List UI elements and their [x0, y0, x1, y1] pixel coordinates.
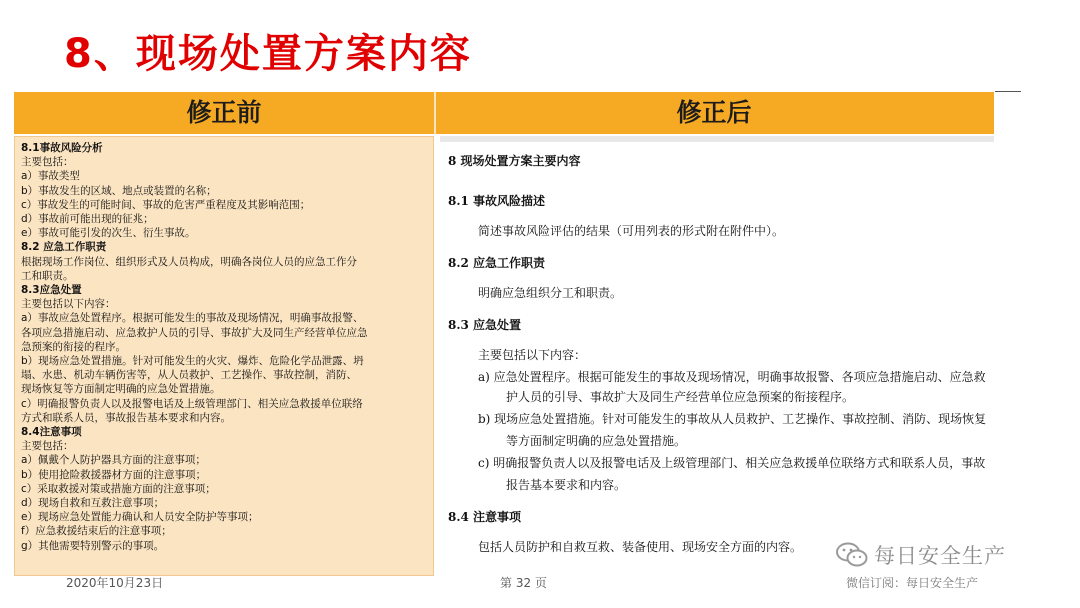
before-section-title: 8.4注意事项 [21, 426, 82, 439]
after-section-8-2-title: 8.2 应急工作职责 [448, 256, 546, 270]
before-text-line: a）事故类型 [21, 170, 80, 183]
after-item-a-line2: 护人员的引导、事故扩大及同生产经营单位应急预案的衔接程序。 [506, 390, 855, 404]
before-content-panel [14, 136, 434, 576]
before-text-line: g）其他需要特别警示的事项。 [21, 539, 165, 552]
before-text-line: 主要包括： [21, 440, 74, 453]
before-section-title: 8.3应急处置 [21, 284, 82, 297]
before-text-line: d）事故前可能出现的征兆； [21, 213, 154, 226]
footer-date: 2020年10月23日 [66, 576, 164, 590]
before-text-line: 主要包括： [21, 156, 74, 169]
after-item-c-line1: c) 明确报警负责人以及报警电话及上级管理部门、相关应急救援单位联络方式和联系人员，事故 [478, 456, 986, 470]
before-text-line: f）应急救援结束后的注意事项； [21, 525, 172, 538]
before-text-line: b）现场应急处置措施。针对可能发生的火灾、爆炸、危险化学品泄露、坍 [21, 355, 364, 368]
page-title: 8、现场处置方案内容 [64, 31, 472, 77]
before-text-line: c）采取救援对策或措施方面的注意事项； [21, 482, 216, 495]
comparison-header [14, 92, 994, 134]
header-before: 修正前 [186, 98, 262, 127]
before-text-line: c）事故发生的可能时间、事故的危害严重程度及其影响范围； [21, 198, 311, 211]
before-section-title: 8.1事故风险分析 [21, 142, 103, 154]
after-section-8-4-body: 包括人员防护和自救互救、装备使用、现场安全方面的内容。 [478, 540, 803, 554]
watermark [836, 540, 1006, 570]
before-text-line: c）明确报警负责人以及报警电话及上级管理部门、相关应急救援单位联络 [21, 397, 363, 410]
after-item-a-line1: a) 应急处置程序。根据可能发生的事故及现场情况，明确事故报警、各项应急措施启动、应急救 [478, 370, 986, 384]
after-section-8-1-title: 8.1 事故风险描述 [448, 194, 546, 208]
after-heading: 8 现场处置方案主要内容 [448, 154, 581, 168]
footer-page-number: 第 32 页 [500, 576, 547, 590]
before-text-line: 工和职责。 [21, 269, 74, 282]
before-text-line: 主要包括以下内容： [21, 298, 116, 311]
before-section-title: 8.2 应急工作职责 [21, 241, 107, 254]
before-text-line: 方式和联系人员，事故报告基本要求和内容。 [21, 411, 231, 424]
before-text-line: b）使用抢险救援器材方面的注意事项； [21, 468, 207, 481]
before-text-line: 急预案的衔接的程序。 [21, 340, 126, 353]
wechat-icon [836, 542, 868, 568]
after-section-8-4-title: 8.4 注意事项 [448, 510, 522, 524]
before-text-line: a）佩戴个人防护器具方面的注意事项； [21, 454, 206, 467]
before-text-line: 根据现场工作岗位、组织形式及人员构成，明确各岗位人员的应急工作分 [21, 255, 357, 268]
after-item-b-line1: b) 现场应急处置措施。针对可能发生的事故从人员救护、工艺操作、事故控制、消防、现场恢复 [478, 412, 987, 426]
before-text-line: 各项应急措施启动、应急救护人员的引导、事故扩大及同生产经营单位应急 [21, 326, 368, 339]
before-text-line: 现场恢复等方面制定明确的应急处置措施。 [21, 383, 221, 396]
watermark-subtitle: 微信订阅：每日安全生产 [846, 576, 979, 590]
after-content-panel [440, 142, 1054, 566]
before-text-line: 塌、水患、机动车辆伤害等，从人员救护、工艺操作、事故控制，消防、 [21, 369, 357, 382]
before-text-line: d）现场自救和互救注意事项； [21, 497, 165, 510]
after-item-c-line2: 报告基本要求和内容。 [506, 478, 627, 492]
after-item-b-line2: 等方面制定明确的应急处置措施。 [506, 434, 687, 448]
title-rule [995, 91, 1021, 92]
watermark-text: 每日安全生产 [874, 544, 1006, 568]
before-text-line: b）事故发生的区域、地点或装置的名称； [21, 184, 217, 197]
after-section-8-2-body: 明确应急组织分工和职责。 [478, 286, 623, 300]
after-section-8-3-intro: 主要包括以下内容： [478, 348, 587, 362]
before-text-line: e）事故可能引发的次生、衍生事故。 [21, 227, 196, 240]
header-after: 修正后 [676, 98, 752, 127]
after-section-8-3-title: 8.3 应急处置 [448, 318, 522, 332]
before-text-line: e）现场应急处置能力确认和人员安全防护等事项； [21, 511, 259, 524]
before-text-line: a）事故应急处置程序。根据可能发生的事故及现场情况，明确事故报警、 [21, 312, 364, 325]
after-section-8-1-body: 简述事故风险评估的结果（可用列表的形式附在附件中）。 [478, 224, 785, 238]
